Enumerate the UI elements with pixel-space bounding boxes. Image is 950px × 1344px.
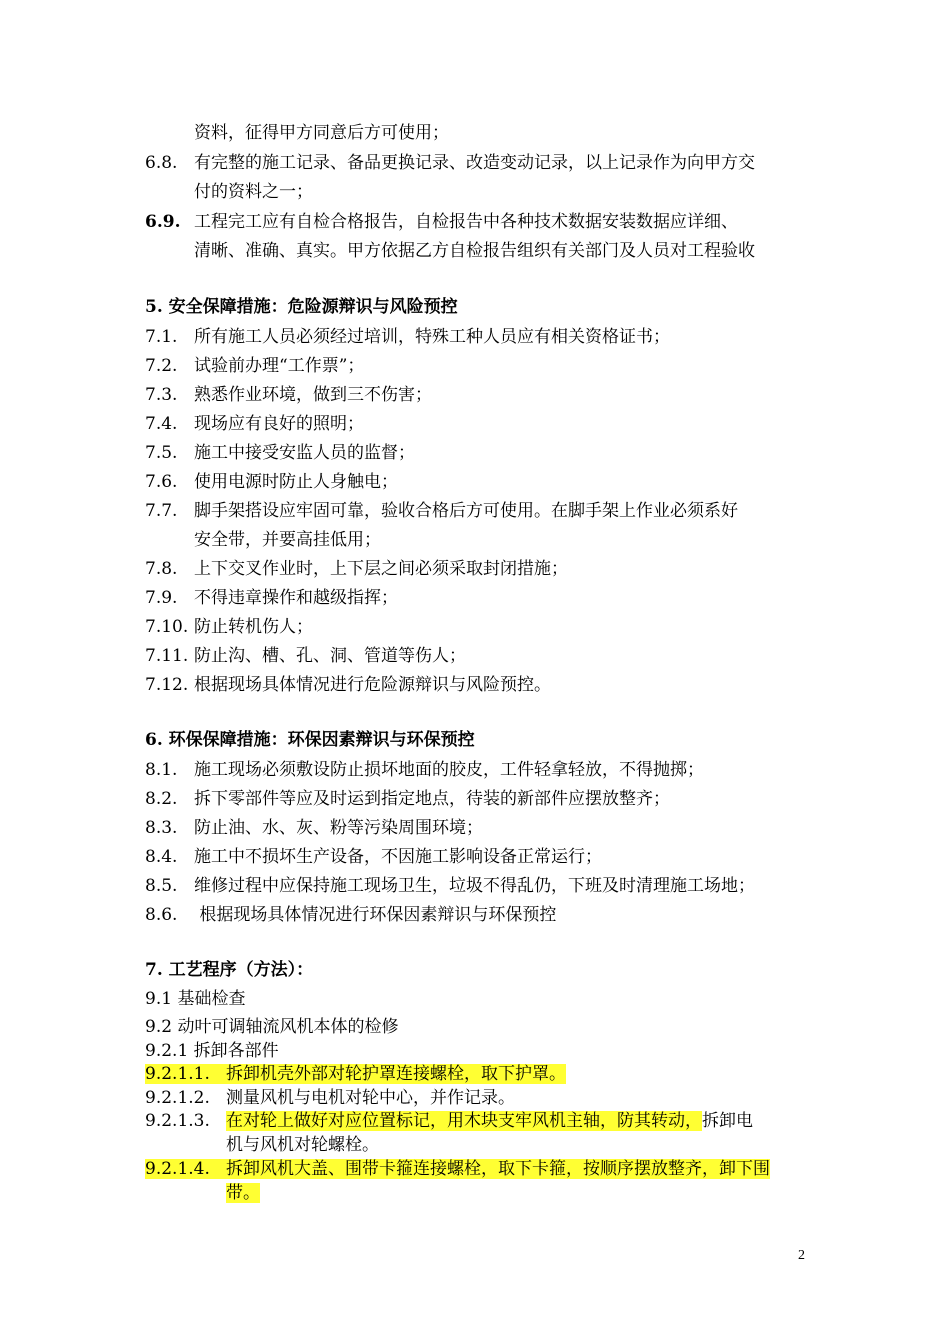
list-item: 7.11. 防止沟、槽、孔、洞、管道等伤人； [145, 646, 466, 666]
list-item: 9.2.1.2. 测量风机与电机对轮中心，并作记录。 [145, 1088, 515, 1108]
list-item: 8.5. 维修过程中应保持施工现场卫生，垃圾不得乱仍，下班及时清理施工场地； [145, 876, 755, 896]
list-item: 8.3. 防止油、水、灰、粉等污染周围环境； [145, 818, 483, 838]
list-item: 8.2. 拆下零部件等应及时运到指定地点，待装的新部件应摆放整齐； [145, 789, 670, 809]
section-heading: 7. 工艺程序（方法）： [145, 960, 314, 980]
list-item: 9.2.1 拆卸各部件 [145, 1041, 279, 1061]
list-item-continuation: 清晰、准确、真实。甲方依据乙方自检报告组织有关部门及人员对工程验收 [194, 241, 755, 261]
list-item: 7.3. 熟悉作业环境，做到三不伤害； [145, 385, 432, 405]
list-item: 8.1. 施工现场必须敷设防止损坏地面的胶皮，工件轻拿轻放，不得抛掷； [145, 760, 704, 780]
page-number: 2 [798, 1248, 805, 1263]
list-item: 7.2. 试验前办理“工作票”； [145, 356, 365, 376]
paragraph-line: 资料，征得甲方同意后方可使用； [194, 123, 449, 143]
list-item-continuation: 机与风机对轮螺栓。 [226, 1135, 379, 1155]
list-item-highlighted: 9.2.1.1. 拆卸机壳外部对轮护罩连接螺栓，取下护罩。 [145, 1064, 566, 1084]
list-item: 7.4. 现场应有良好的照明； [145, 414, 364, 434]
list-item-continuation: 带。 [226, 1183, 260, 1203]
list-item: 9.2 动叶可调轴流风机本体的检修 [145, 1017, 399, 1037]
list-item-highlighted: 9.2.1.4. 拆卸风机大盖、围带卡箍连接螺栓，取下卡箍，按顺序摆放整齐，卸下围 [145, 1159, 770, 1179]
list-item: 7.6. 使用电源时防止人身触电； [145, 472, 398, 492]
list-item-6-9: 6.9. 工程完工应有自检合格报告，自检报告中各种技术数据安装数据应详细、 [145, 212, 738, 232]
section-heading: 6. 环保保障措施：环保因素辩识与环保预控 [145, 730, 475, 750]
section-heading: 5. 安全保障措施：危险源辩识与风险预控 [145, 297, 458, 317]
list-item: 7.1. 所有施工人员必须经过培训，特殊工种人员应有相关资格证书； [145, 327, 670, 347]
list-item: 9.2.1.3. 在对轮上做好对应位置标记，用木块支牢风机主轴，防其转动，拆卸电 [145, 1111, 753, 1131]
list-item: 9.1 基础检查 [145, 989, 246, 1009]
list-item: 8.6. 根据现场具体情况进行环保因素辩识与环保预控 [145, 905, 557, 925]
list-item-6-8: 6.8. 有完整的施工记录、备品更换记录、改造变动记录，以上记录作为向甲方交 [145, 153, 755, 173]
list-item: 7.8. 上下交叉作业时，上下层之间必须采取封闭措施； [145, 559, 568, 579]
list-item: 8.4. 施工中不损坏生产设备，不因施工影响设备正常运行； [145, 847, 602, 867]
list-item-continuation: 安全带，并要高挂低用； [194, 530, 381, 550]
list-item: 7.9. 不得违章操作和越级指挥； [145, 588, 398, 608]
list-item: 7.10. 防止转机伤人； [145, 617, 313, 637]
list-item: 7.7. 脚手架搭设应牢固可靠，验收合格后方可使用。在脚手架上作业必须系好 [145, 501, 738, 521]
list-item-continuation: 付的资料之一； [194, 182, 313, 202]
list-item: 7.5. 施工中接受安监人员的监督； [145, 443, 415, 463]
list-item: 7.12. 根据现场具体情况进行危险源辩识与风险预控。 [145, 675, 551, 695]
